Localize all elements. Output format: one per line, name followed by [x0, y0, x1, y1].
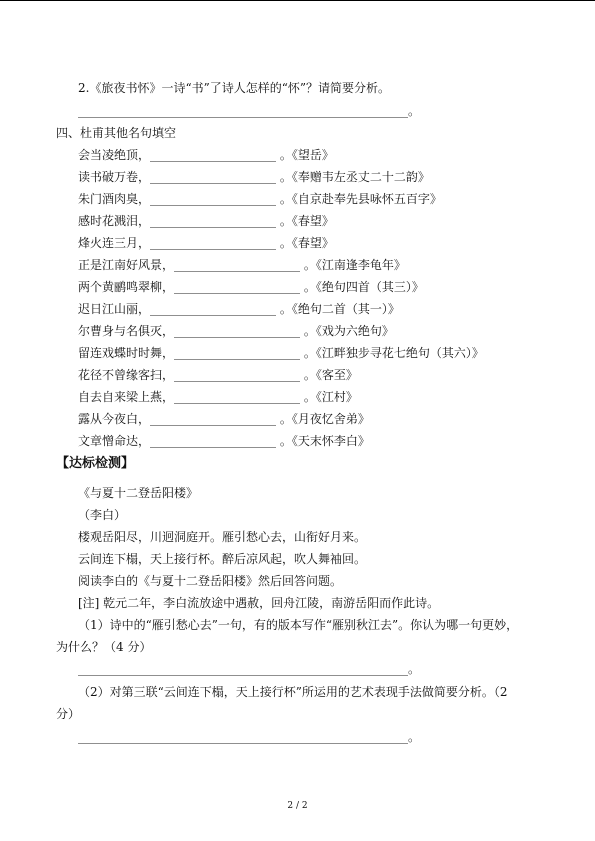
- fill-item: 露从今夜白，_____________________ 。《月夜忆舍弟》: [78, 412, 370, 426]
- fill-item: 两个黄鹂鸣翠柳，_____________________ 。《绝句四首（其三）》: [78, 280, 424, 294]
- fill-item: 读书破万卷，_____________________ 。《奉赠韦左丞丈二十二韵》: [78, 170, 430, 184]
- q2-question: 2.《旅夜书怀》一诗“书”了诗人怎样的“怀”？请简要分析。: [78, 81, 390, 95]
- q1-answer-line: _______________________________________________________。: [78, 662, 421, 676]
- poem-line: 云间连下榻，天上接行杯。醉后凉风起，吹人舞袖回。: [78, 552, 367, 566]
- poem-title: 《与夏十二登岳阳楼》: [78, 486, 199, 500]
- fill-item: 感时花溅泪，_____________________ 。《春望》: [78, 214, 334, 228]
- top-border-line: [0, 0, 595, 1]
- instruction: 阅读李白的《与夏十二登岳阳楼》然后回答问题。: [78, 574, 343, 588]
- fill-item: 自去自来梁上燕，_____________________ 。《江村》: [78, 390, 358, 404]
- page-number: 2 / 2: [287, 801, 308, 811]
- question-2: （2）对第三联“云间连下榻，天上接行杯”所运用的艺术表现手法做简要分析。（2: [78, 685, 508, 699]
- section4-title: 四、杜甫其他名句填空: [56, 126, 177, 140]
- fill-item: 迟日江山丽，_____________________ 。《绝句二首（其一）》: [78, 302, 400, 316]
- q2-answer-line: _______________________________________________________。: [78, 104, 421, 118]
- fill-item: 留连戏蝶时时舞，_____________________ 。《江畔独步寻花七绝句（其六）》: [78, 346, 484, 360]
- q2-answer-line-bottom: _______________________________________________________。: [78, 730, 421, 744]
- question-1: （1）诗中的“雁引愁心去”一句，有的版本写作“雁别秋江去”。你认为哪一句更妙，: [78, 618, 519, 632]
- poem-author: （李白）: [78, 508, 127, 522]
- fill-item: 文章憎命达，_____________________ 。《天末怀李白》: [78, 434, 370, 448]
- question-1-cont: 为什么？（4 分）: [56, 640, 152, 654]
- note: [注] 乾元二年，李白流放途中遇赦，回舟江陵，南游岳阳而作此诗。: [78, 596, 440, 610]
- fill-item: 正是江南好风景，_____________________ 。《江南逢李龟年》: [78, 258, 406, 272]
- detection-title: 【达标检测】: [56, 456, 135, 471]
- fill-item: 烽火连三月，_____________________ 。《春望》: [78, 236, 334, 250]
- fill-item: 花径不曾缘客扫，_____________________ 。《客至》: [78, 368, 358, 382]
- fill-item: 朱门酒肉臭，_____________________ 。《自京赴奉先县咏怀五百字》: [78, 192, 442, 206]
- fill-item: 会当凌绝顶，_____________________ 。《望岳》: [78, 148, 334, 162]
- fill-item: 尔曹身与名俱灭，_____________________ 。《戏为六绝句》: [78, 324, 394, 338]
- question-2-cont: 分）: [56, 707, 81, 721]
- poem-line: 楼观岳阳尽，川迥洞庭开。雁引愁心去，山衔好月来。: [78, 530, 367, 544]
